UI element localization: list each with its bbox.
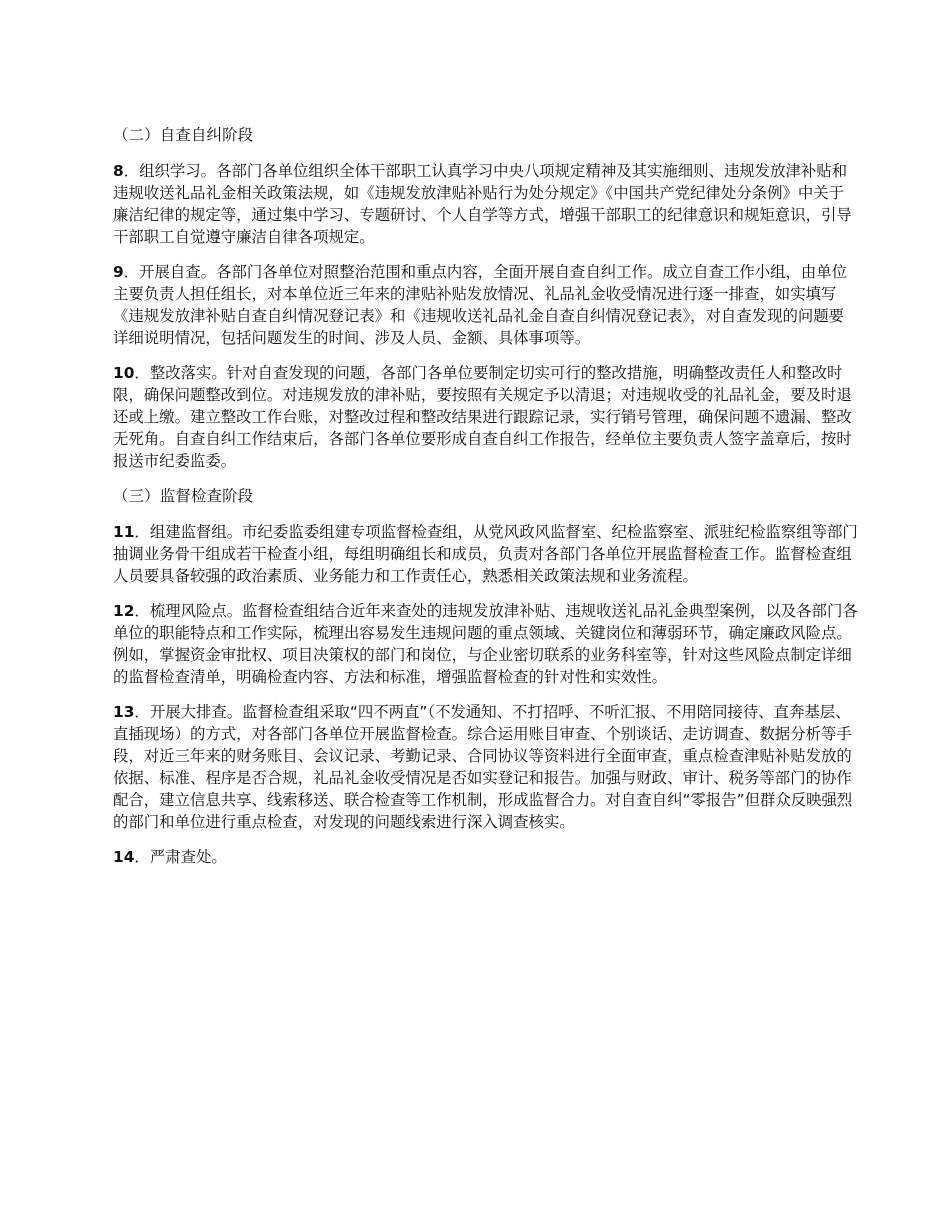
item-number: 8 <box>113 162 124 180</box>
paragraph-item-14 <box>113 846 858 868</box>
item-text: ．开展自查。各部门各单位对照整治范围和重点内容，全面开展自查自纠工作。成立自查工作小组，由单位主要负责人担任组长，对本单位近三年来的津贴补贴发放情况、礼品礼金收受情况进行逐一排查，如实填写《违规发放津补贴自查自纠情况登记表》和《违规收送礼品礼金自查自纠情况登记表》，对自查发现的问题要详细说明情况，包括问题发生的时间、涉及人员、金额、具体事项等。 <box>113 263 848 347</box>
item-number: 12 <box>113 602 135 620</box>
item-text: ．梳理风险点。监督检查组结合近年来查处的违规发放津补贴、违规收送礼品礼金典型案例，以及各部门各单位的职能特点和工作实际，梳理出容易发生违规问题的重点领域、关键岗位和薄弱环节，确定廉政风险点。例如，掌握资金审批权、项目决策权的部门和岗位，与企业密切联系的业务科室等，针对这些风险点制定详细的监督检查清单，明确检查内容、方法和标准，增强监督检查的针对性和实效性。 <box>113 602 858 686</box>
paragraph-item-11 <box>113 521 858 587</box>
item-text: ．整改落实。针对自查发现的问题，各部门各单位要制定切实可行的整改措施，明确整改责任人和整改时限，确保问题整改到位。对违规发放的津补贴，要按照有关规定予以清退；对违规收受的礼品礼金，要及时退还或上缴。建立整改工作台账，对整改过程和整改结果进行跟踪记录，实行销号管理，确保问题不遗漏、整改无死角。自查自纠工作结束后，各部门各单位要形成自查自纠工作报告，经单位主要负责人签字盖章后，按时报送市纪委监委。 <box>113 364 852 470</box>
item-text: ．组织学习。各部门各单位组织全体干部职工认真学习中央八项规定精神及其实施细则、违规发放津补贴和违规收送礼品礼金相关政策法规，如《违规发放津贴补贴行为处分规定》《中国共产党纪律处分条例》中关于廉洁纪律的规定等，通过集中学习、专题研讨、个人自学等方式，增强干部职工的纪律意识和规矩意识，引导干部职工自觉遵守廉洁自律各项规定。 <box>113 162 852 246</box>
section-heading-supervision: （三）监督检查阶段 <box>113 487 254 505</box>
paragraph-item-10 <box>113 362 858 472</box>
paragraph-item-12 <box>113 600 858 688</box>
item-text: ．组建监督组。市纪委监委组建专项监督检查组，从党风政风监督室、纪检监察室、派驻纪检监察组等部门抽调业务骨干组成若干检查小组，每组明确组长和成员，负责对各部门各单位开展监督检查工作。监督检查组人员要具备较强的政治素质、业务能力和工作责任心，熟悉相关政策法规和业务流程。 <box>113 523 858 585</box>
item-number: 11 <box>113 523 135 541</box>
item-number: 9 <box>113 263 124 281</box>
document-page <box>113 124 858 881</box>
item-number: 13 <box>113 703 135 721</box>
item-text: ．严肃查处。 <box>134 848 227 866</box>
item-text: ．开展大排查。监督检查组采取“四不两直”（不发通知、不打招呼、不听汇报、不用陪同接待、直奔基层、直插现场）的方式，对各部门各单位开展监督检查。综合运用账目审查、个别谈话、走访调查、数据分析等手段，对近三年来的财务账目、会议记录、考勤记录、合同协议等资料进行全面审查，重点检查津贴补贴发放的依据、标准、程序是否合规，礼品礼金收受情况是否如实登记和报告。加强与财政、审计、税务等部门的协作配合，建立信息共享、线索移送、联合检查等工作机制，形成监督合力。对自查自纠“零报告”但群众反映强烈的部门和单位进行重点检查，对发现的问题线索进行深入调查核实。 <box>113 703 853 831</box>
item-number: 10 <box>113 364 135 382</box>
paragraph-item-9 <box>113 261 858 349</box>
paragraph-item-13 <box>113 701 858 833</box>
item-number: 14 <box>113 848 135 866</box>
paragraph-item-8 <box>113 160 858 248</box>
section-heading-self-check: （二）自查自纠阶段 <box>113 126 254 144</box>
